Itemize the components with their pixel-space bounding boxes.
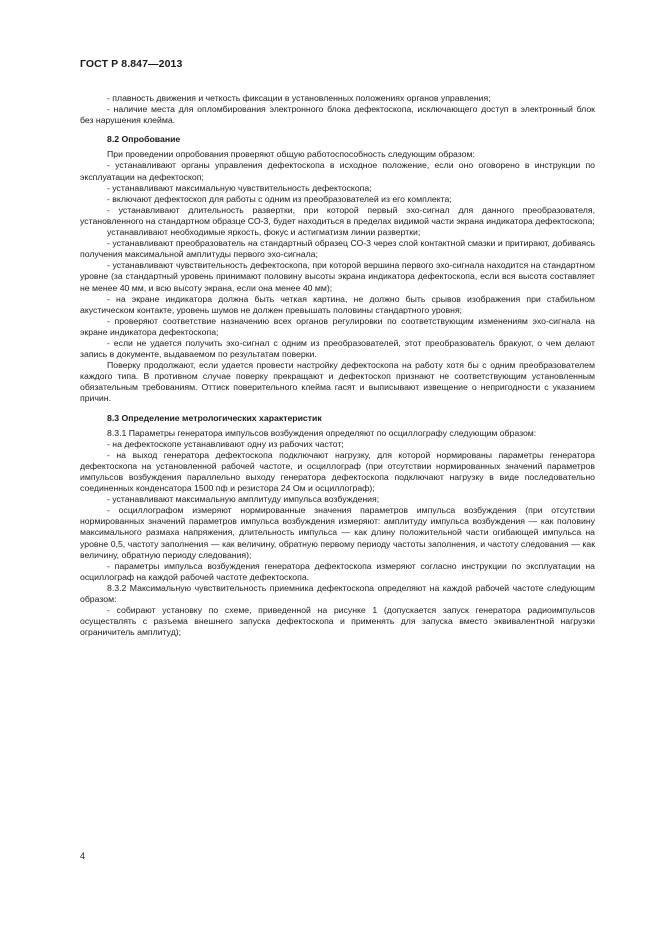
list-item: - устанавливают чувствительность дефектоскопа, при которой вершина первого эхо-сигнала находится на стандартном уровне (за стандартный уровень принимают половину высоты экрана индикатора дефектоскопа, если вся высота составляет не менее 40 мм, и всю высоту экрана, если она менее 40 мм); — [80, 260, 595, 293]
list-item: - устанавливают органы управления дефектоскопа в исходное положение, если оно оговорено в инструкции по эксплуатации на дефектоскоп; — [80, 160, 595, 182]
paragraph: При проведении опробования проверяют общую работоспособность следующим образом: — [107, 149, 475, 160]
list-item: - устанавливают преобразователь на стандартный образец СО-3 через слой контактной смазки и притирают, добиваясь получения максимальной амплитуды первого эхо-сигнала; — [80, 238, 595, 260]
list-item: - включают дефектоскоп для работы с одним из преобразователей из его комплекта; — [107, 193, 452, 204]
list-item: - на экране индикатора должна быть четкая картина, не должно быть срывов изображения при стабильном акустическом контакте, уровень шумов не должен превышать половины стандартного уровня; — [80, 293, 595, 315]
list-item: - наличие места для опломбирования электронного блока дефектоскопа, исключающего доступ в электронный блок без нарушения клейма. — [80, 104, 595, 126]
list-item: - на дефектоскопе устанавливают одну из рабочих частот; — [107, 438, 344, 449]
document-header: ГОСТ Р 8.847—2013 — [80, 58, 183, 70]
list-item: - осциллографом измеряют нормированные значения параметров импульса возбуждения (при отсутствии нормированных значений параметров импульса возбуждения измеряют: амплитуду импульса возбуждения — как половину максимального размаха напряжения, длительность импульса — как длину положительной части огибающей импульса на уровне 0,5, частоту заполнения — как величину, обратную первому периоду частоты заполнения, и частоту следования — как величину, обратную периоду следования); — [80, 505, 595, 560]
list-item: - плавность движения и четкость фиксации в установленных положениях органов управления; — [107, 93, 491, 103]
document-body — [80, 93, 595, 638]
list-item: - параметры импульса возбуждения генератора дефектоскопа измеряют согласно инструкции по эксплуатации на осциллограф на каждой рабочей частоте дефектоскопа. — [80, 560, 595, 582]
paragraph: Поверку продолжают, если удается провести настройку дефектоскопа на работу хотя бы с одним преобразователем каждого типа. В противном случае поверку прекращают и дефектоскоп признают не соответствующим установленным обязательным требованиям. Оттиск поверительного клейма гасят и выписывают извещение о непригодности с указанием причин. — [80, 360, 595, 404]
paragraph: 8.3.1 Параметры генератора импульсов возбуждения определяют по осциллографу следующим образом: — [107, 427, 537, 438]
list-item: - устанавливают максимальную амплитуду импульса возбуждения; — [107, 494, 380, 505]
section-heading-8-2: 8.2 Опробование — [107, 134, 181, 145]
list-item: - проверяют соответствие назначению всех органов регулировки по соответствующим изменениям эхо-сигнала на экране индикатора дефектоскопа; — [80, 315, 595, 337]
list-item: - устанавливают максимальную чувствительность дефектоскопа; — [107, 182, 372, 193]
list-item: - на выход генератора дефектоскопа подключают нагрузку, для которой нормированы параметры генератора дефектоскопа на установленной рабочей частоте, и осциллограф (при отсутствии нормированных значений параметров импульсов возбуждения параллельно выходу генератора дефектоскопа подключают нагрузку в виде последовательно соединенных конденсатора 1500 пф и резистора 24 Ом и осциллограф); — [80, 449, 595, 494]
paragraph: 8.3.2 Максимальную чувствительность приемника дефектоскопа определяют на каждой рабочей частоте следующим образом: — [80, 582, 595, 605]
section-heading-8-3: 8.3 Определение метрологических характеристик — [107, 412, 322, 423]
list-item: - устанавливают длительность развертки, при которой первый эхо-сигнал для данного преобразователя, установленного на стандартном образце СО-3, будет находиться в пределах видимой части экрана индикатора дефектоскопа; — [80, 204, 595, 226]
list-item: - собирают установку по схеме, приведенной на рисунке 1 (допускается запуск генератора радиоимпульсов осуществлять с разъема внешнего запуска дефектоскопа и применять для запуска вместо эквивалентной нагрузки ограничитель амплитуд); — [80, 605, 595, 638]
list-item: устанавливают необходимые яркость, фокус и астигматизм линии развертки; — [107, 227, 421, 238]
page-number: 4 — [80, 851, 86, 861]
list-item: - если не удается получить эхо-сигнал с одним из преобразователей, этот преобразователь бракуют, о чем делают запись в документе, выдаваемом по результатам поверки. — [80, 337, 595, 360]
